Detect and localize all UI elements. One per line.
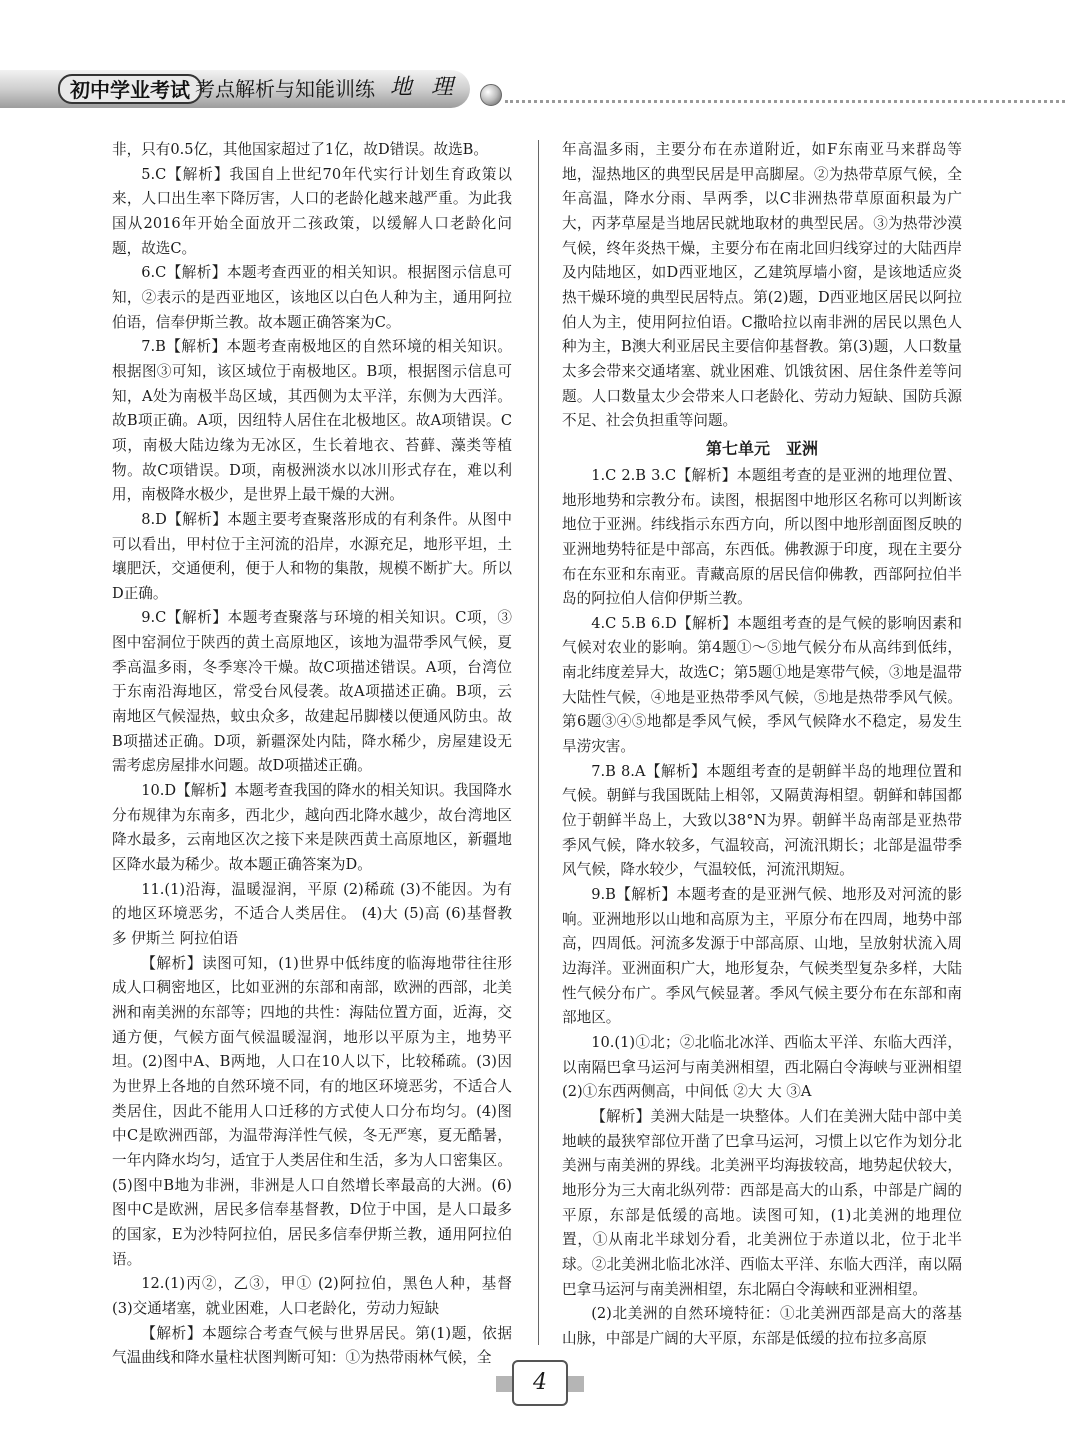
page-number: 4: [512, 1360, 568, 1406]
answer-paragraph: 12.(1)丙②，乙③，甲① (2)阿拉伯，黑色人种，基督 (3)交通堵塞，就业困难，人口老龄化，劳动力短缺: [112, 1275, 512, 1317]
left-column: [112, 138, 512, 1371]
page-header: [0, 70, 1080, 110]
answer-paragraph: 10.D【解析】本题考查我国的降水的相关知识。我国降水分布规律为东南多，西北少，越向西北降水越少，故台湾地区降水最多，云南地区次之接下来是陕西黄土高原地区，新疆地区降水最为稀少。故本题正确答案为D。: [112, 782, 512, 874]
page-number-badge: [496, 1360, 584, 1406]
answer-paragraph: 年高温多雨，主要分布在赤道附近，如F东南亚马来群岛等地，湿热地区的典型民居是甲高脚屋。②为热带草原气候，全年高温，降水分雨、旱两季，以C非洲热带草原面积最为广大，丙茅草屋是当地居民就地取材的典型民居。③为热带沙漠气候，终年炎热干燥，主要分布在南北回归线穿过的大陆西岸及内陆地区，如D西亚地区，乙建筑厚墙小窗，是该地适应炎热干燥环境的典型民居特点。第(2)题，D西亚地区居民以阿拉伯人为主，使用阿拉伯语。C撒哈拉以南非洲的居民以黑色人种为主，B澳大利亚居民主要信仰基督教。第(3)题，人口数量太多会带来交通堵塞、就业困难、饥饿贫困、居住条件差等问题。人口数量太少会带来人口老龄化、劳动力短缺、国防兵源不足、社会负担重等问题。: [562, 141, 962, 430]
book-subtitle: 考点解析与知能训练: [195, 77, 375, 101]
header-dotted-line: [505, 100, 1065, 103]
answer-paragraph: 10.(1)①北；②北临北冰洋、西临太平洋、东临大西洋，以南隔巴拿马运河与南美洲相望，西北隔白令海峡与亚洲相望 (2)①东西两侧高，中间低 ②大 大 ③A: [562, 1033, 962, 1101]
subject-label: 地 理: [390, 75, 459, 100]
answer-paragraph: (2)北美洲的自然环境特征：①北美洲西部是高大的落基山脉，中部是广阔的大平原，东部是低缓的拉布拉多高原: [562, 1305, 962, 1347]
answer-paragraph: 【解析】美洲大陆是一块整体。人们在美洲大陆中部中美地峡的最狭窄部位开凿了巴拿马运河，习惯上以它作为划分北美洲与南美洲的界线。北美洲平均海拔较高，地势起伏较大，地形分为三大南北纵列带：西部是高大的山系，中部是广阔的平原，东部是低缓的高地。读图可知，(1)北美洲的地理位置，①从南北半球划分看，北美洲位于赤道以北，位于北半球。②北美洲北临北冰洋、西临太平洋、东临大西洋，南以隔巴拿马运河与南美洲相望，东北隔白令海峡和亚洲相望。: [562, 1107, 962, 1298]
answer-paragraph: 9.C【解析】本题考查聚落与环境的相关知识。C项，③图中窑洞位于陕西的黄土高原地区，该地为温带季风气候，夏季高温多雨，冬季寒冷干燥。故C项描述错误。A项，台湾位于东南沿海地区，常受台风侵袭。故A项描述正确。B项，云南地区气候湿热，蚊虫众多，故建起吊脚楼以便通风防虫。故B项描述正确。D项，新疆深处内陆，降水稀少，房屋建设无需考虑房屋排水问题。故D项描述正确。: [112, 609, 512, 775]
answer-paragraph: 5.C【解析】我国自上世纪70年代实行计划生育政策以来，人口出生率下降厉害，人口的老龄化越来越严重。为此我国从2016年开始全面放开二孩政策，以缓解人口老龄化问题，故选C。: [112, 165, 512, 257]
answer-paragraph: 7.B 8.A【解析】本题组考查的是朝鲜半岛的地理位置和气候。朝鲜与我国既陆上相邻，又隔黄海相望。朝鲜和韩国都位于朝鲜半岛上，大致以38°N为界。朝鲜半岛南部是亚热带季风气候，降水较多，气温较高，河流汛期长；北部是温带季风气候，降水较少，气温较低，河流汛期短。: [562, 762, 962, 879]
right-column: [562, 138, 962, 1352]
answer-paragraph: 6.C【解析】本题考查西亚的相关知识。根据图示信息可知，②表示的是西亚地区，该地区以白色人种为主，通用阿拉伯语，信奉伊斯兰教。故本题正确答案为C。: [112, 264, 512, 331]
answer-paragraph: 【解析】本题综合考查气候与世界居民。第(1)题，依据气温曲线和降水量柱状图判断可知：①为热带雨林气候，全: [112, 1324, 512, 1367]
answer-paragraph: 7.B【解析】本题考查南极地区的自然环境的相关知识。根据图③可知，该区域位于南极地区。B项，根据图示信息可知，A处为南极半岛区域，其西侧为太平洋，东侧为大西洋。故B项正确。A项，因纽特人居住在北极地区。故A项错误。C项，南极大陆边缘为无冰区，生长着地衣、苔藓、藻类等植物。故C项错误。D项，南极洲淡水以冰川形式存在，难以利用，南极降水极少，是世界上最干燥的大洲。: [112, 338, 512, 504]
answer-paragraph: 8.D【解析】本题主要考查聚落形成的有利条件。从图中可以看出，甲村位于主河流的沿岸，水源充足，地形平坦，土壤肥沃，交通便利，便于人和物的集散，规模不断扩大。所以D正确。: [112, 510, 512, 602]
decorative-ball-icon: [480, 84, 502, 106]
series-title: 初中学业考试: [58, 74, 202, 104]
section-heading: 第七单元 亚洲: [705, 438, 818, 458]
answer-paragraph: 4.C 5.B 6.D【解析】本题组考查的是气候的影响因素和气候对农业的影响。第4题①～⑤地气候分布从高纬到低纬，南北纬度差异大，故选C；第5题①地是寒带气候，③地是温带大陆性气候，④地是亚热带季风气候，⑤地是热带季风气候。第6题③④⑤地都是季风气候，季风气候降水不稳定，易发生旱涝灾害。: [562, 614, 962, 756]
answer-paragraph: 1.C 2.B 3.C【解析】本题组考查的是亚洲的地理位置、地形地势和宗教分布。读图，根据图中地形区名称可以判断该地位于亚洲。纬线指示东西方向，所以图中地形剖面图反映的亚洲地势特征是中部高，东西低。佛教源于印度，现在主要分布在东亚和东南亚。青藏高原的居民信仰佛教，西部阿拉伯半岛的阿拉伯人信仰伊斯兰教。: [562, 466, 962, 608]
answer-paragraph: 【解析】读图可知，(1)世界中低纬度的临海地带往往形成人口稠密地区，比如亚洲的东部和南部，欧洲的西部，北美洲和南美洲的东部等；四地的共性：海陆位置方面，近海，交通方便，气候方面气候温暖湿润，地形以平原为主，地势平坦。(2)图中A、B两地，人口在10人以下，比较稀疏。(3)因为世界上各地的自然环境不同，有的地区环境恶劣，不适合人类居住，因此不能用人口迁移的方式使人口分布均匀。(4)图中C是欧洲西部，为温带海洋性气候，冬无严寒，夏无酷暑，一年内降水均匀，适宜于人类居住和生活，多为人口密集区。(5)图中B地为非洲，非洲是人口自然增长率最高的大洲。(6)图中C是欧洲，居民多信奉基督教，D位于中国，是人口最多的国家，E为沙特阿拉伯，居民多信奉伊斯兰教，通用阿拉伯语。: [112, 954, 512, 1268]
answer-paragraph: 9.B【解析】本题考查的是亚洲气候、地形及对河流的影响。亚洲地形以山地和高原为主，平原分布在四周，地势中部高，四周低。河流多发源于中部高原、山地，呈放射状流入周边海洋。亚洲面积广大，地形复杂，气候类型复杂多样，大陆性气候分布广。季风气候显著。季风气候主要分布在东部和南部地区。: [562, 886, 962, 1027]
column-divider: [538, 140, 539, 1345]
answer-paragraph: 11.(1)沿海，温暖湿润，平原 (2)稀疏 (3)不能因。为有的地区环境恶劣，不适合人类居住。 (4)大 (5)高 (6)基督教 多 伊斯兰 阿拉伯语: [112, 880, 512, 947]
answer-paragraph: 非，只有0.5亿，其他国家超过了1亿，故D错误。故选B。: [112, 141, 488, 158]
